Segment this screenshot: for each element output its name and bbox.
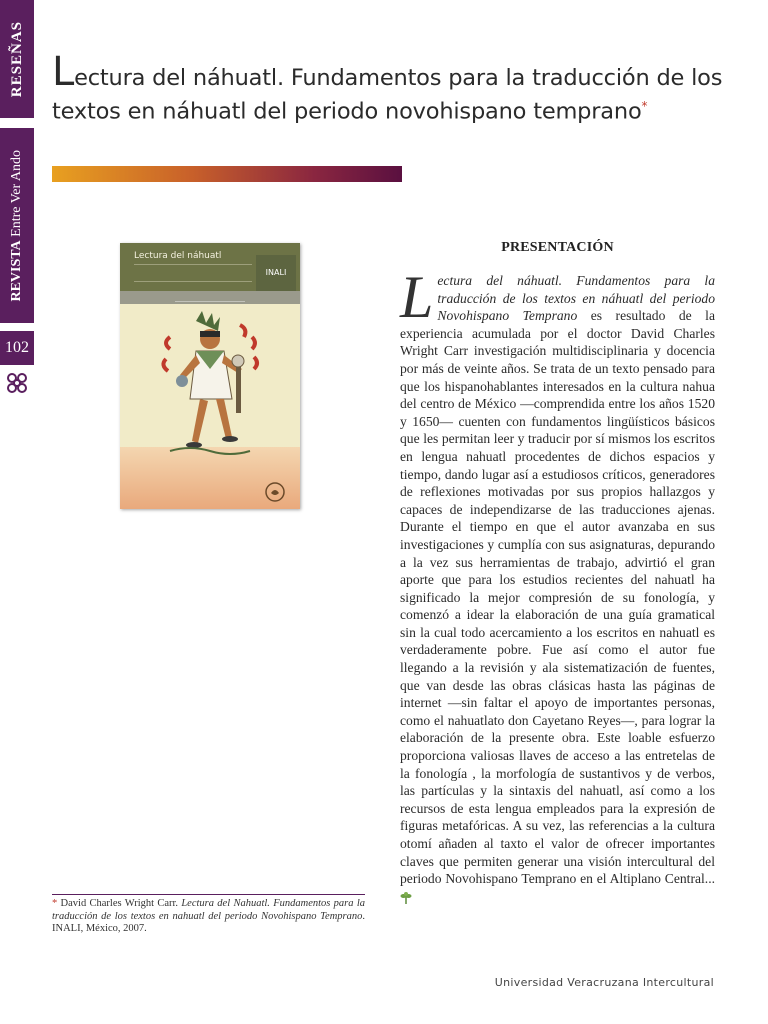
left-sidebar (0, 0, 34, 1024)
page-footer: Universidad Veracruzana Intercultural (494, 976, 714, 989)
book-cover-image (120, 243, 300, 509)
article-body (400, 264, 715, 905)
cover-author-line (175, 293, 245, 302)
journal-name-bold: REVISTA (9, 240, 24, 302)
cover-title: Lectura del náhuatl (134, 251, 222, 261)
section-heading: PRESENTACIÓN (501, 240, 614, 255)
cover-subtitle-lines (134, 264, 252, 282)
drop-cap: L (400, 264, 434, 330)
section-label: RESEÑAS (8, 20, 25, 98)
footnote-book-title: Lectura del Nahuatl. Fundamentos para la traducción de los textos en nahuatl del periodo Novohispano Temprano (52, 898, 365, 922)
section-tab (0, 0, 34, 118)
title-text: ectura del náhuatl. Fundamentos para la traducción de los textos en náhuatl del periodo novohispano temprano (52, 65, 723, 125)
decorative-gradient-bar (52, 166, 402, 182)
page-title (52, 49, 752, 126)
footnote (52, 898, 365, 936)
footnote-author: David Charles Wright Carr. (57, 898, 182, 909)
mexico-coat-of-arms-icon (264, 481, 286, 503)
title-initial: L (52, 49, 75, 95)
cover-publisher-logo: INALI (256, 255, 296, 291)
footnote-marker: * (52, 898, 58, 909)
journal-name-rest: Entre Ver Ando (9, 149, 24, 241)
title-footnote-marker: * (641, 99, 648, 113)
article-body-text: es resultado de la experiencia acumulada por el doctor David Charles Wright Carr investigación multidisciplinaria y docencia por más de veinte años. Se trata de un texto pensado para que los hispanohablantes interesados en la cultura nahua del centro de México —comprendida entre los años 1520 y 1650— cuenten con fundamentos lingüísticos básicos que les permitan leer y traducir por sí mismos los escritos en lengua nahuatl procedentes de dichos espacios y tiempo, dando lugar así a estudiosos críticos, generadores de reflexiones motivadas por sus propios hallazgos y capaces de independizarse de las traducciones ajenas. Durante el tiempo en que el autor avanzaba en sus investigaciones y cumplía con sus asignaturas, depurando a la vez sus herramientas de trabajo, advirtió el gran aporte que para los estudios recientes del nahuatl ha significado la mejor compresión de su fonología, y comenzó a idear la elaboración de una guía gramatical sin la cual todo acercamiento a los escritos en nahuatl es verdaderamente pobre. Fue así como el autor fue llegando a la revisión y ala sistematización de fuentes, que van desde las obras clásicas hasta las páginas de internet —sin faltar el apoyo de importantes personas, como el nahuatlato don Cayetano Reyes—, para lograr la elaboración de la presente obra. Este loable esfuerzo proporciona valiosas llaves de acceso a las entretelas de la fonología , la morfología de sustantivos y de verbos, las partículas y la sintaxis del nahuatl, así como a los recursos de esta lengua empleados para la expresión de figuras metafóricas. A su vez, las referencias a la cultura otomí añaden al taxto el valor de ofrecer importantes claves que permiten generar una visión intercultural del periodo Novohispano Temprano en el Altiplano Central... (400, 308, 715, 887)
journal-tab (0, 128, 34, 323)
endless-knot-icon (6, 372, 28, 394)
footnote-rule (52, 894, 365, 895)
journal-name (9, 150, 25, 302)
page-number-box (0, 331, 34, 365)
plant-icon (400, 892, 412, 904)
article-book-title: ectura del náhuatl. Fundamentos para la traducción de los textos en náhuatl del periodo Novohispano Temprano (437, 273, 715, 324)
aztec-figure-illustration (150, 311, 270, 471)
footnote-publication: . INALI, México, 2007. (52, 910, 365, 934)
page-number: 102 (5, 339, 29, 356)
